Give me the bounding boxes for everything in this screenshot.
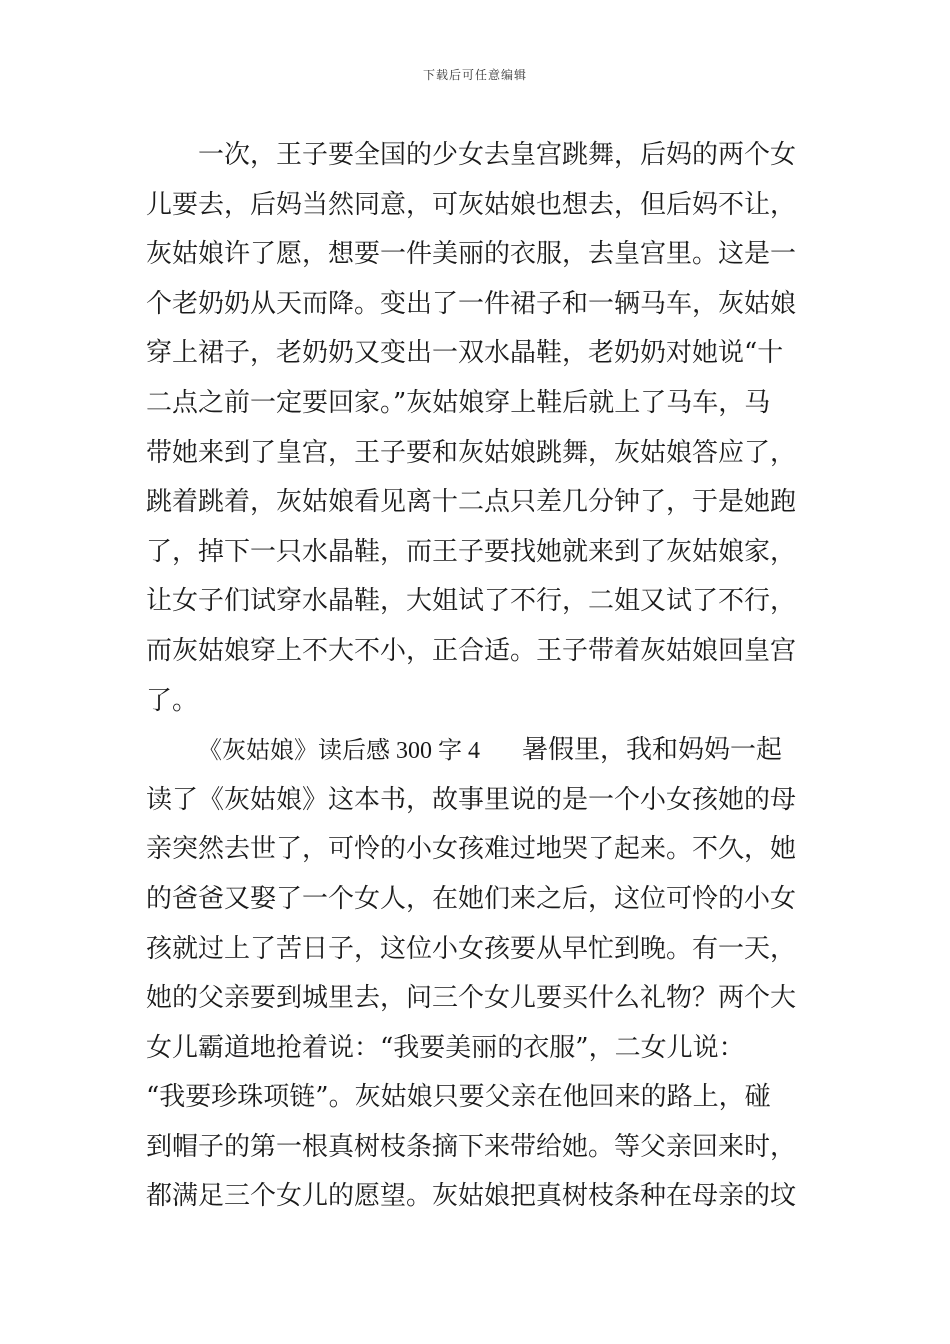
text-fragment: 暑假里，我和妈妈一起	[522, 735, 783, 766]
text-line: 了，掉下一只水晶鞋，而王子要找她就来到了灰姑娘家，	[146, 536, 797, 567]
text-line: 亲突然去世了，可怜的小女孩难过地哭了起来。不久，她	[146, 834, 797, 865]
text-line: 都满足三个女儿的愿望。灰姑娘把真树枝条种在母亲的坟	[146, 1181, 797, 1212]
section-heading-line	[146, 726, 810, 776]
page-header: 下载后可任意编辑	[422, 68, 527, 82]
text-line: 儿要去，后妈当然同意，可灰姑娘也想去，但后妈不让，	[146, 189, 797, 220]
text-line: 带她来到了皇宫，王子要和灰姑娘跳舞，灰姑娘答应了，	[146, 437, 797, 468]
text-line: “我要珍珠项链”。灰姑娘只要父亲在他回来的路上，碰	[146, 1082, 771, 1113]
text-line: 读了《灰姑娘》这本书，故事里说的是一个小女孩她的母	[146, 784, 797, 815]
text-line: 孩就过上了苦日子，这位小女孩要从早忙到晚。有一天，	[146, 933, 797, 964]
text-line: 到帽子的第一根真树枝条摘下来带给她。等父亲回来时，	[146, 1131, 797, 1162]
text-line: 女儿霸道地抢着说：“我要美丽的衣服”，二女儿说：	[146, 1032, 745, 1063]
text-line: 一次，王子要全国的少女去皇宫跳舞，后妈的两个女	[198, 140, 797, 170]
text-line: 让女子们试穿水晶鞋，大姐试了不行，二姐又试了不行，	[146, 586, 797, 617]
section-heading: 《灰姑娘》读后感 300 字 4	[198, 738, 480, 765]
text-line: 穿上裙子，老奶奶又变出一双水晶鞋，老奶奶对她说“十	[146, 338, 784, 369]
paragraph-1	[146, 131, 810, 726]
text-line: 跳着跳着，灰姑娘看见离十二点只差几分钟了，于是她跑	[146, 487, 797, 518]
text-line: 灰姑娘许了愿，想要一件美丽的衣服，去皇宫里。这是一	[146, 239, 797, 270]
text-line: 的爸爸又娶了一个女人，在她们来之后，这位可怜的小女	[146, 883, 797, 914]
text-line: 个老奶奶从天而降。变出了一件裙子和一辆马车，灰姑娘	[146, 288, 797, 319]
text-line: 二点之前一定要回家。”灰姑娘穿上鞋后就上了马车，马	[146, 387, 771, 418]
text-line: 而灰姑娘穿上不大不小，正合适。王子带着灰姑娘回皇宫	[146, 635, 797, 666]
text-line: 她的父亲要到城里去，问三个女儿要买什么礼物？两个大	[146, 983, 797, 1014]
document-body	[146, 131, 810, 1222]
text-line: 了。	[146, 685, 199, 716]
paragraph-2	[146, 726, 810, 1222]
